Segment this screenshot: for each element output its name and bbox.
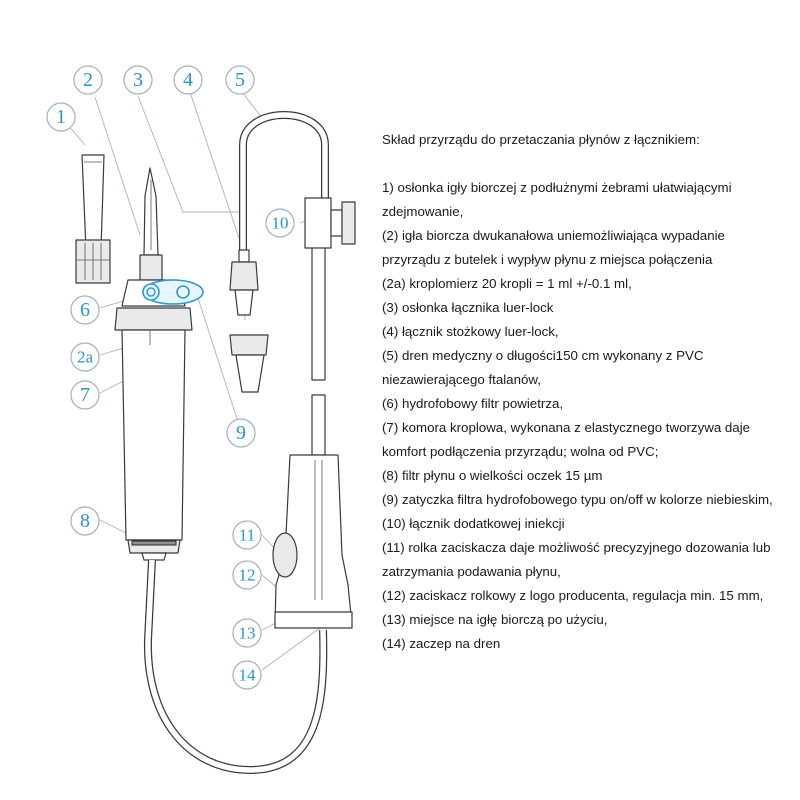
legend-item: 1) osłonka igły biorczej z podłużnymi żebrami ułatwiającymi zdejmowanie, — [382, 180, 732, 219]
callout-12 — [233, 561, 261, 589]
callout-4 — [174, 66, 202, 94]
svg-text:3: 3 — [133, 69, 143, 91]
svg-text:11: 11 — [238, 525, 256, 545]
legend-item: (2) igła biorcza dwukanałowa uniemożliwiająca wypadanie przyrządu z butelek i wypływ płynu z miejsca połączenia — [382, 228, 725, 267]
svg-text:13: 13 — [238, 623, 256, 643]
svg-text:2: 2 — [83, 69, 93, 91]
needle-cap — [76, 155, 110, 283]
roller-clamp — [273, 455, 352, 628]
svg-text:6: 6 — [80, 299, 90, 321]
callout-9 — [227, 419, 255, 447]
legend-item: (10) łącznik dodatkowej iniekcji — [382, 516, 565, 531]
svg-text:10: 10 — [271, 213, 289, 233]
legend-item: (14) zaczep na dren — [382, 636, 501, 651]
legend-item: (8) filtr płynu o wielkości oczek 15 µm — [382, 468, 603, 483]
callout-10 — [266, 209, 294, 237]
legend-item: (9) zatyczka filtra hydrofobowego typu on/off w kolorze niebieskim, — [382, 492, 773, 507]
svg-text:2a: 2a — [76, 347, 94, 367]
callout-1 — [47, 103, 75, 131]
callout-13 — [233, 619, 261, 647]
callout-2 — [74, 66, 102, 94]
injection-port — [305, 198, 355, 248]
legend-item: (12) zaciskacz rolkowy z logo producenta, regulacja min. 15 mm, — [382, 588, 764, 603]
svg-text:12: 12 — [238, 565, 256, 585]
legend-item: (13) miejsce na igłę biorczą po użyciu, — [382, 612, 608, 627]
legend-item: (6) hydrofobowy filtr powietrza, — [382, 396, 564, 411]
svg-text:1: 1 — [56, 106, 66, 128]
callout-6 — [71, 296, 99, 324]
air-filter-housing — [122, 280, 203, 306]
legend-item: (7) komora kroplowa, wykonana z elastycznego tworzywa daje komfort podłączenia przyrządu; wolna od PVC; — [382, 420, 751, 459]
luer-lock-cap — [230, 335, 268, 392]
svg-text:14: 14 — [238, 665, 256, 685]
legend-item: (4) łącznik stożkowy luer-lock, — [382, 324, 559, 339]
svg-text:9: 9 — [236, 422, 246, 444]
callout-7 — [71, 381, 99, 409]
parts-legend — [382, 128, 782, 656]
svg-text:7: 7 — [80, 384, 90, 406]
svg-text:4: 4 — [183, 69, 193, 91]
callout-3 — [124, 66, 152, 94]
fluid-filter — [132, 541, 176, 545]
callout-2a — [71, 343, 99, 371]
drip-chamber — [115, 308, 192, 560]
legend-item: (2a) kroplomierz 20 kropli = 1 ml +/-0.1 ml, — [382, 276, 632, 291]
callout-14 — [233, 661, 261, 689]
legend-item: (3) osłonka łącznika luer-lock — [382, 300, 554, 315]
callout-5 — [226, 66, 254, 94]
legend-title: Skład przyrządu do przetaczania płynów z łącznikiem: — [382, 132, 700, 147]
svg-text:5: 5 — [235, 69, 245, 91]
legend-item: (11) rolka zaciskacza daje możliwość precyzyjnego dozowania lub zatrzymania podawania płynu, — [382, 540, 771, 579]
legend-item: (5) dren medyczny o długości150 cm wykonany z PVC niezawierającego ftalanów, — [382, 348, 704, 387]
callout-8 — [71, 507, 99, 535]
luer-lock-connector — [230, 250, 258, 315]
spike-needle — [140, 168, 162, 280]
svg-text:8: 8 — [80, 510, 90, 532]
callout-11 — [233, 521, 261, 549]
